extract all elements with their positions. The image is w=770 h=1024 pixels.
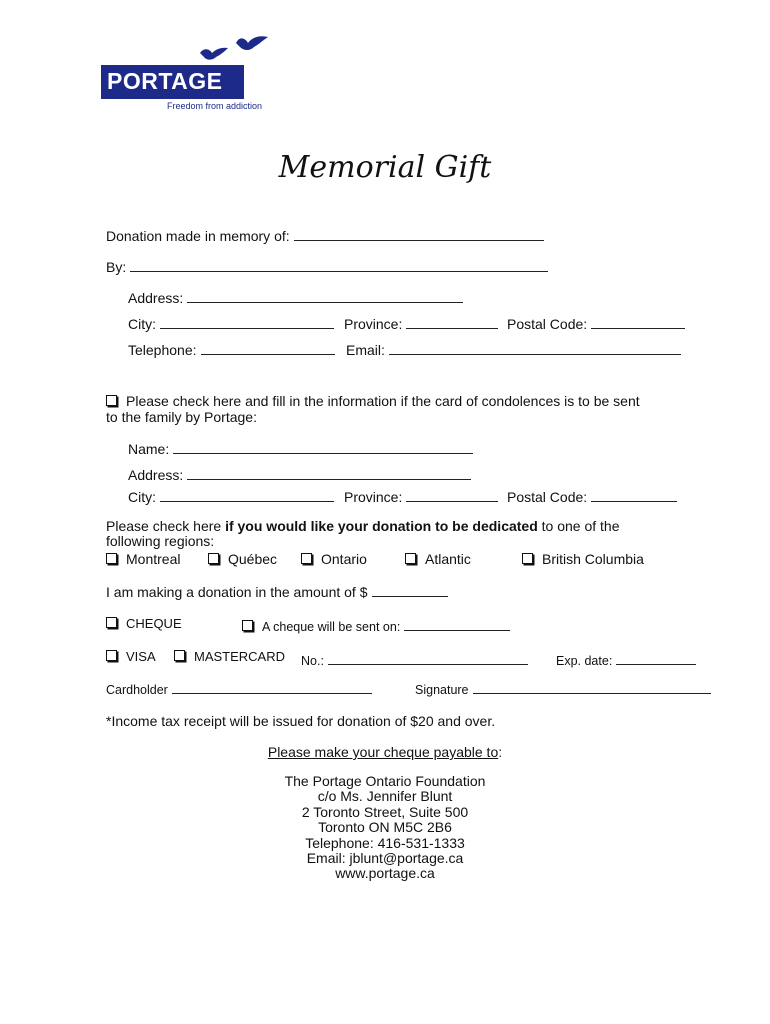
- condolence-postal-label: Postal Code:: [507, 489, 588, 505]
- payable-website[interactable]: www.portage.ca: [335, 865, 435, 882]
- province-row: [344, 314, 498, 332]
- visa-label: VISA: [126, 649, 156, 664]
- exp-date-row: [556, 650, 696, 668]
- condolence-line2: to the family by Portage:: [106, 409, 257, 425]
- exp-date-field[interactable]: [616, 650, 696, 665]
- region-option-atlantic[interactable]: [405, 551, 471, 567]
- region-label: British Columbia: [542, 551, 644, 567]
- condolence-address-field[interactable]: [187, 465, 471, 480]
- condolence-text: Please check here and fill in the information if the card of condolences is to be sent: [126, 393, 640, 409]
- payable-address-block: [0, 774, 770, 882]
- region-checkbox[interactable]: [208, 553, 219, 564]
- regions-intro-bold: if you would like your donation to be dedicated: [225, 518, 538, 534]
- regions-intro-post: to one of the: [537, 518, 620, 534]
- telephone-row: [128, 340, 335, 358]
- amount-row: [106, 582, 448, 600]
- region-option-ontario[interactable]: [301, 551, 367, 567]
- region-checkbox[interactable]: [106, 553, 117, 564]
- postal-label: Postal Code:: [507, 316, 588, 332]
- mastercard-label: MASTERCARD: [194, 649, 286, 664]
- email-row: [346, 340, 681, 358]
- cardholder-row: [106, 679, 372, 697]
- cheque-sent-label: A cheque will be sent on:: [262, 620, 401, 634]
- payable-line: Telephone: 416-531-1333: [305, 834, 465, 851]
- exp-date-label: Exp. date:: [556, 654, 613, 668]
- cheque-sent-row: [242, 616, 510, 634]
- condolence-name-row: [128, 439, 473, 457]
- signature-row: [415, 679, 711, 697]
- region-checkbox[interactable]: [405, 553, 416, 564]
- visa-checkbox[interactable]: [106, 650, 117, 661]
- city-row: [128, 314, 334, 332]
- cheque-checkbox[interactable]: [106, 617, 117, 628]
- region-checkbox[interactable]: [301, 553, 312, 564]
- region-option-montreal[interactable]: [106, 551, 180, 567]
- by-field[interactable]: [130, 257, 548, 272]
- condolence-city-field[interactable]: [160, 487, 334, 502]
- cardholder-label: Cardholder: [106, 683, 168, 697]
- payable-line: The Portage Ontario Foundation: [284, 773, 486, 789]
- tax-receipt-note: *Income tax receipt will be issued for donation of $20 and over.: [106, 713, 496, 729]
- payable-line: Email: jblunt@portage.ca: [306, 850, 464, 867]
- telephone-field[interactable]: [201, 340, 335, 355]
- logo-name: PORTAGE: [107, 68, 223, 94]
- payable-heading-colon: :: [498, 744, 503, 760]
- condolence-address-label: Address:: [128, 467, 184, 483]
- telephone-label: Telephone:: [128, 342, 197, 358]
- address-row: [128, 288, 463, 306]
- payable-line: Toronto ON M5C 2B6: [318, 819, 452, 836]
- cheque-label: CHEQUE: [126, 616, 182, 631]
- by-row: [106, 257, 548, 275]
- address-field[interactable]: [187, 288, 463, 303]
- memory-label: Donation made in memory of:: [106, 228, 290, 244]
- payable-heading-text: Please make your cheque payable to: [267, 744, 499, 760]
- payable-line: 2 Toronto Street, Suite 500: [301, 803, 469, 820]
- amount-field[interactable]: [372, 582, 448, 597]
- regions-intro: [106, 518, 620, 534]
- card-number-row: [301, 650, 528, 668]
- regions-intro-pre: Please check here: [106, 518, 226, 534]
- card-number-label: No.:: [301, 654, 324, 668]
- condolence-city-label: City:: [128, 489, 156, 505]
- condolence-province-field[interactable]: [406, 487, 498, 502]
- condolence-province-row: [344, 487, 498, 505]
- address-label: Address:: [128, 290, 184, 306]
- region-label: Atlantic: [425, 551, 471, 567]
- mastercard-option[interactable]: [174, 649, 285, 664]
- page-title: Memorial Gift: [278, 150, 492, 185]
- region-label: Montreal: [126, 551, 181, 567]
- email-field[interactable]: [389, 340, 681, 355]
- regions-intro-line2: following regions:: [106, 533, 215, 549]
- memory-row: [106, 226, 544, 244]
- payable-line: c/o Ms. Jennifer Blunt: [317, 788, 453, 805]
- condolence-checkbox[interactable]: [106, 395, 117, 406]
- city-field[interactable]: [160, 314, 334, 329]
- email-label: Email:: [346, 342, 385, 358]
- signature-label: Signature: [415, 683, 469, 697]
- postal-field[interactable]: [591, 314, 685, 329]
- card-number-field[interactable]: [328, 650, 528, 665]
- province-label: Province:: [344, 316, 403, 332]
- condolence-address-row: [128, 465, 471, 483]
- region-option-quebec[interactable]: [208, 551, 277, 567]
- condolence-postal-row: [507, 487, 677, 505]
- by-label: By:: [106, 259, 127, 275]
- amount-label: I am making a donation in the amount of $: [106, 584, 368, 600]
- signature-field[interactable]: [473, 679, 711, 694]
- cheque-date-field[interactable]: [404, 616, 510, 631]
- cardholder-field[interactable]: [172, 679, 372, 694]
- city-label: City:: [128, 316, 156, 332]
- region-option-british-columbia[interactable]: [522, 551, 644, 567]
- province-field[interactable]: [406, 314, 498, 329]
- condolence-name-label: Name:: [128, 441, 170, 457]
- postal-row: [507, 314, 685, 332]
- condolence-name-field[interactable]: [173, 439, 473, 454]
- payable-heading: [0, 744, 770, 760]
- cheque-option[interactable]: [106, 616, 182, 631]
- mastercard-checkbox[interactable]: [174, 650, 185, 661]
- condolence-city-row: [128, 487, 334, 505]
- logo-tagline: Freedom from addiction: [167, 101, 263, 111]
- condolence-line1: [106, 393, 640, 409]
- condolence-postal-field[interactable]: [591, 487, 677, 502]
- region-checkbox[interactable]: [522, 553, 533, 564]
- condolence-province-label: Province:: [344, 489, 403, 505]
- memory-field[interactable]: [294, 226, 544, 241]
- region-label: Ontario: [321, 551, 367, 567]
- cheque-sent-checkbox[interactable]: [242, 620, 253, 631]
- visa-option[interactable]: [106, 649, 156, 664]
- region-label: Québec: [228, 551, 278, 567]
